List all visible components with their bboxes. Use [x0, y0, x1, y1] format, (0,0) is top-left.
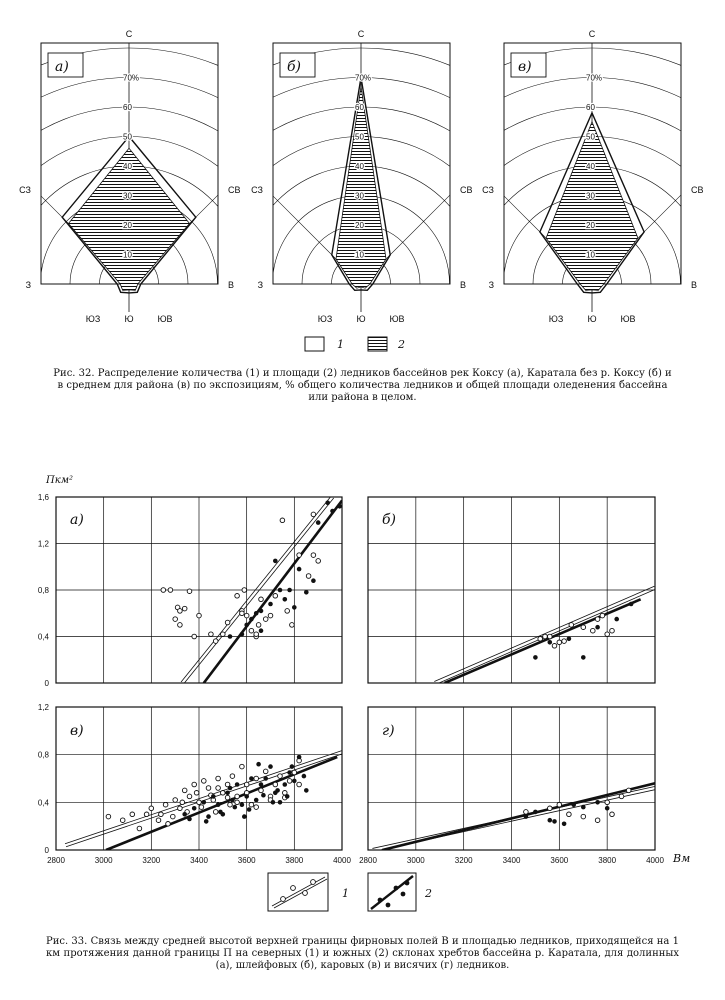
point-north — [306, 574, 311, 579]
point-south — [297, 755, 302, 760]
point-south — [187, 817, 192, 822]
point-south — [206, 814, 211, 819]
legend-label-2: 2 — [398, 338, 405, 351]
point-north — [316, 559, 321, 564]
compass-n: С — [357, 29, 365, 39]
point-south — [285, 794, 290, 799]
point-north — [287, 779, 292, 784]
y-axis-label: Пкм² — [46, 475, 73, 486]
point-north — [171, 814, 176, 819]
x-tick-label: 3400 — [502, 856, 521, 865]
point-north — [311, 553, 316, 558]
point-north — [285, 609, 290, 614]
point-north — [225, 795, 230, 800]
rose-ring — [0, 0, 483, 638]
compass-w: З — [25, 280, 31, 290]
compass-w: З — [257, 280, 263, 290]
point-south — [216, 802, 221, 807]
point-north — [543, 634, 548, 639]
panel-label: а) — [55, 59, 69, 75]
point-north — [290, 623, 295, 628]
point-north — [581, 814, 586, 819]
point-north — [552, 644, 557, 649]
point-south — [548, 818, 553, 823]
point-south — [228, 634, 233, 639]
compass-sw: ЮЗ — [548, 314, 564, 324]
ring-label: 40 — [123, 162, 132, 171]
point-south — [292, 605, 297, 610]
point-north — [178, 609, 183, 614]
point-north — [120, 818, 125, 823]
rose-diagram-b — [7, 0, 715, 638]
point-north — [538, 637, 543, 642]
point-north — [242, 588, 247, 593]
point-south — [218, 810, 223, 815]
point-north — [194, 791, 199, 796]
legend-point-2e — [405, 881, 410, 886]
point-south — [244, 794, 249, 799]
fig33-legend — [268, 873, 432, 911]
point-south — [311, 578, 316, 583]
point-north — [259, 597, 264, 602]
point-north — [263, 769, 268, 774]
legend-label-1: 1 — [337, 338, 344, 351]
compass-e: В — [460, 280, 467, 290]
y-tick-label: 1,6 — [37, 493, 49, 502]
point-south — [247, 807, 252, 812]
point-north — [259, 788, 264, 793]
point-north — [199, 805, 204, 810]
point-north — [240, 764, 245, 769]
point-south — [233, 805, 238, 810]
rose-ring — [268, 0, 725, 609]
x-tick-label: 3200 — [142, 856, 161, 865]
x-tick-label: 3000 — [406, 856, 425, 865]
point-south — [182, 812, 187, 817]
panel-title: г) — [382, 723, 395, 739]
x-tick-label: 3800 — [285, 856, 304, 865]
point-north — [240, 611, 245, 616]
area-polygon — [546, 122, 638, 290]
point-south — [595, 625, 600, 630]
plot-area — [65, 751, 342, 850]
compass-ne: СВ — [691, 185, 704, 195]
point-north — [557, 802, 562, 807]
point-north — [244, 613, 249, 618]
point-south — [256, 762, 261, 767]
point-north — [168, 588, 173, 593]
y-tick-label: 0 — [44, 679, 49, 688]
point-north — [197, 613, 202, 618]
ring-label: 60 — [123, 103, 132, 112]
fig32-legend — [305, 337, 405, 351]
point-south — [595, 800, 600, 805]
ring-label: 60 — [355, 103, 364, 112]
point-north — [548, 806, 553, 811]
compass-s: Ю — [356, 314, 366, 324]
compass-nw: СЗ — [19, 185, 31, 195]
point-south — [259, 782, 264, 787]
ring-label: 50 — [123, 132, 132, 142]
point-north — [280, 518, 285, 523]
point-south — [581, 805, 586, 810]
plot-area — [434, 586, 655, 684]
point-south — [287, 588, 292, 593]
compass-s: Ю — [124, 314, 134, 324]
ring-label: 10 — [355, 250, 364, 260]
point-south — [278, 588, 283, 593]
point-north — [569, 623, 574, 628]
point-north — [216, 776, 221, 781]
point-north — [567, 812, 572, 817]
point-north — [221, 632, 226, 637]
legend-swatch-count — [305, 337, 324, 351]
point-north — [163, 802, 168, 807]
point-north — [137, 826, 142, 831]
point-north — [292, 770, 297, 775]
point-north — [254, 776, 259, 781]
point-north — [263, 617, 268, 622]
point-north — [173, 617, 178, 622]
point-south — [304, 590, 309, 595]
y-tick-label: 0,8 — [37, 586, 49, 595]
ring-label: 40 — [355, 162, 364, 171]
compass-se: ЮВ — [157, 314, 173, 324]
point-north — [187, 794, 192, 799]
point-north — [273, 594, 278, 599]
compass-e: В — [691, 280, 698, 290]
point-south — [249, 617, 254, 622]
x-tick-label: 4000 — [646, 856, 664, 865]
point-south — [211, 794, 216, 799]
point-north — [273, 782, 278, 787]
point-south — [562, 822, 567, 827]
point-south — [228, 786, 233, 791]
point-north — [159, 812, 164, 817]
ring-label: 10 — [123, 250, 132, 260]
point-north — [180, 800, 185, 805]
legend-point-1b — [291, 886, 296, 891]
point-north — [297, 553, 302, 558]
point-south — [316, 520, 321, 525]
point-south — [263, 776, 268, 781]
fit-line-2 — [382, 783, 655, 850]
ring-label: 20 — [123, 221, 132, 230]
point-north — [178, 806, 183, 811]
ring-label: 40 — [586, 162, 595, 171]
legend-point-2d — [401, 892, 406, 897]
point-north — [524, 810, 529, 815]
point-north — [182, 606, 187, 611]
point-south — [268, 602, 273, 607]
point-south — [273, 559, 278, 564]
point-north — [249, 802, 254, 807]
point-north — [600, 613, 605, 618]
x-tick-label: 3000 — [94, 856, 113, 865]
compass-ne: СВ — [460, 185, 473, 195]
rose-grid — [0, 0, 483, 638]
y-tick-label: 0,4 — [37, 632, 49, 642]
point-south — [614, 617, 619, 622]
point-south — [325, 501, 330, 506]
point-north — [249, 628, 254, 633]
point-north — [228, 802, 233, 807]
point-north — [591, 628, 596, 633]
point-south — [204, 819, 209, 824]
scatter-panel-a — [38, 493, 342, 688]
point-north — [149, 806, 154, 811]
point-south — [292, 779, 297, 784]
fit-line-2 — [445, 599, 641, 683]
compass-se: ЮВ — [620, 314, 636, 324]
point-north — [557, 640, 562, 645]
point-south — [240, 632, 245, 637]
point-north — [202, 779, 207, 784]
point-north — [244, 782, 249, 787]
panel-label: в) — [518, 59, 532, 75]
point-south — [581, 655, 586, 660]
point-south — [567, 637, 572, 642]
y-tick-label: 0 — [44, 846, 49, 855]
plot-area — [372, 783, 655, 851]
y-tick-label: 0,8 — [37, 750, 49, 760]
point-north — [187, 589, 192, 594]
x-tick-label: 3600 — [550, 856, 569, 865]
point-south — [254, 611, 259, 616]
point-north — [311, 512, 316, 517]
figure-32-caption: Рис. 32. Распределение количества (1) и площади (2) ледников бассейнов рек Коксу (а), Каратала без р. Коксу (б) и в среднем для района (в) по экспозициям, % общего количества ледников и общей площади оледенения бассейна или района в целом. — [53, 368, 672, 403]
point-south — [202, 800, 207, 805]
legend-point-2b — [386, 903, 391, 908]
point-south — [240, 802, 245, 807]
point-south — [629, 602, 634, 607]
point-north — [192, 634, 197, 639]
point-south — [271, 800, 276, 805]
point-north — [581, 625, 586, 630]
x-tick-label: 3600 — [237, 856, 256, 865]
x-tick-label: 3200 — [454, 856, 473, 865]
legend-label-1: 1 — [342, 887, 349, 900]
point-south — [225, 791, 230, 796]
point-north — [182, 788, 187, 793]
compass-n: С — [125, 29, 133, 39]
point-south — [244, 623, 249, 628]
point-north — [221, 791, 226, 796]
y-tick-label: 0,4 — [37, 798, 49, 808]
ring-label: 30 — [123, 191, 132, 201]
point-south — [261, 793, 266, 798]
point-north — [278, 774, 283, 779]
point-north — [268, 613, 273, 618]
compass-e: В — [228, 280, 235, 290]
ring-label: 30 — [586, 191, 595, 201]
compass-nw: СЗ — [482, 185, 494, 195]
scatter-panel-b — [368, 497, 656, 684]
point-south — [571, 802, 576, 807]
point-south — [302, 774, 307, 779]
y-tick-label: 1,2 — [37, 539, 49, 549]
ring-label: 50 — [355, 132, 364, 142]
fit-line-1a — [65, 751, 341, 844]
legend-point-2a — [378, 898, 383, 903]
legend-label-2: 2 — [425, 887, 432, 900]
legend-point-1d — [311, 880, 316, 885]
point-north — [595, 617, 600, 622]
point-north — [256, 623, 261, 628]
point-north — [216, 786, 221, 791]
compass-ne: СВ — [228, 185, 241, 195]
legend-fit-line-1b — [274, 879, 327, 908]
ring-label: 70% — [586, 73, 603, 83]
point-south — [533, 655, 538, 660]
point-south — [283, 782, 288, 787]
figure-33-caption: Рис. 33. Связь между средней высотой верхней границы фирновых полей В и площадью ледников, приходящейся на 1 км протяжения данной границы П на северных (1) и южных (2) склонах хребтов бассейна р. Каратала, для долинных (а), шлейфовых (б), каровых (в) и висячих (г) ледников. — [46, 936, 679, 971]
point-south — [533, 810, 538, 815]
ring-label: 60 — [586, 103, 595, 112]
point-north — [626, 788, 631, 793]
compass-w: З — [488, 280, 494, 290]
point-north — [209, 632, 214, 637]
ring-label: 50 — [586, 132, 595, 142]
x-axis-label: Вм — [673, 852, 691, 865]
point-south — [268, 764, 273, 769]
legend-point-1c — [303, 891, 308, 896]
point-south — [259, 609, 264, 614]
point-north — [254, 805, 259, 810]
point-north — [225, 620, 230, 625]
point-south — [330, 509, 335, 514]
point-south — [552, 819, 557, 824]
point-south — [275, 788, 280, 793]
point-south — [304, 788, 309, 793]
point-north — [595, 818, 600, 823]
point-south — [337, 504, 342, 509]
point-south — [235, 782, 240, 787]
point-north — [197, 800, 202, 805]
point-north — [605, 800, 610, 805]
point-north — [178, 623, 183, 628]
point-south — [290, 764, 295, 769]
point-north — [235, 800, 240, 805]
point-north — [106, 814, 111, 819]
point-south — [242, 814, 247, 819]
point-north — [156, 818, 161, 823]
point-north — [213, 639, 218, 644]
point-north — [562, 639, 567, 644]
legend-point-2c — [394, 886, 399, 891]
rose-diagram-a — [0, 0, 483, 638]
point-north — [610, 628, 615, 633]
point-north — [619, 794, 624, 799]
point-north — [548, 634, 553, 639]
x-tick-label: 3800 — [598, 856, 617, 865]
point-north — [206, 786, 211, 791]
point-south — [287, 770, 292, 775]
point-north — [161, 588, 166, 593]
point-north — [213, 810, 218, 815]
point-north — [235, 794, 240, 799]
point-south — [259, 628, 264, 633]
legend-swatch-area — [368, 337, 387, 351]
point-south — [230, 798, 235, 803]
point-south — [548, 640, 553, 645]
compass-s: Ю — [587, 314, 597, 324]
compass-sw: ЮЗ — [317, 314, 333, 324]
ring-label: 10 — [586, 250, 595, 260]
compass-nw: СЗ — [251, 185, 263, 195]
point-south — [249, 776, 254, 781]
point-north — [230, 774, 235, 779]
point-north — [173, 798, 178, 803]
point-south — [283, 597, 288, 602]
ring-label: 70% — [355, 73, 372, 83]
panel-title: а) — [70, 512, 84, 528]
x-tick-label: 4000 — [333, 856, 351, 865]
point-north — [130, 812, 135, 817]
fit-line-1a — [181, 496, 331, 682]
legend-point-1a — [281, 897, 286, 902]
compass-sw: ЮЗ — [85, 314, 101, 324]
point-north — [254, 632, 259, 637]
compass-n: С — [588, 29, 596, 39]
point-south — [278, 800, 283, 805]
point-south — [254, 798, 259, 803]
ring-label: 30 — [355, 191, 364, 201]
compass-se: ЮВ — [389, 314, 405, 324]
point-north — [297, 782, 302, 787]
point-south — [524, 814, 529, 819]
scatter-panel-c — [38, 703, 352, 865]
point-north — [605, 632, 610, 637]
point-south — [192, 806, 197, 811]
point-north — [610, 812, 615, 817]
point-south — [297, 567, 302, 572]
point-north — [144, 812, 149, 817]
fit-line-1b — [184, 498, 334, 684]
ring-label: 70% — [123, 73, 140, 83]
fit-line-2 — [204, 500, 342, 683]
ring-label: 20 — [355, 221, 364, 230]
y-tick-label: 1,2 — [37, 703, 49, 712]
panel-title: б) — [382, 512, 397, 528]
panel-title: в) — [70, 723, 84, 739]
point-north — [192, 782, 197, 787]
panel-label: б) — [287, 59, 302, 75]
x-tick-label: 2800 — [359, 856, 377, 865]
x-tick-label: 3400 — [190, 856, 208, 865]
legend-fit-line-1a — [272, 877, 325, 906]
fit-line-2 — [106, 757, 337, 850]
x-tick-label: 2800 — [47, 856, 65, 865]
point-north — [166, 822, 171, 827]
scatter-panel-d — [359, 707, 664, 865]
ring-label: 20 — [586, 221, 595, 230]
point-south — [605, 806, 610, 811]
point-north — [235, 594, 240, 599]
